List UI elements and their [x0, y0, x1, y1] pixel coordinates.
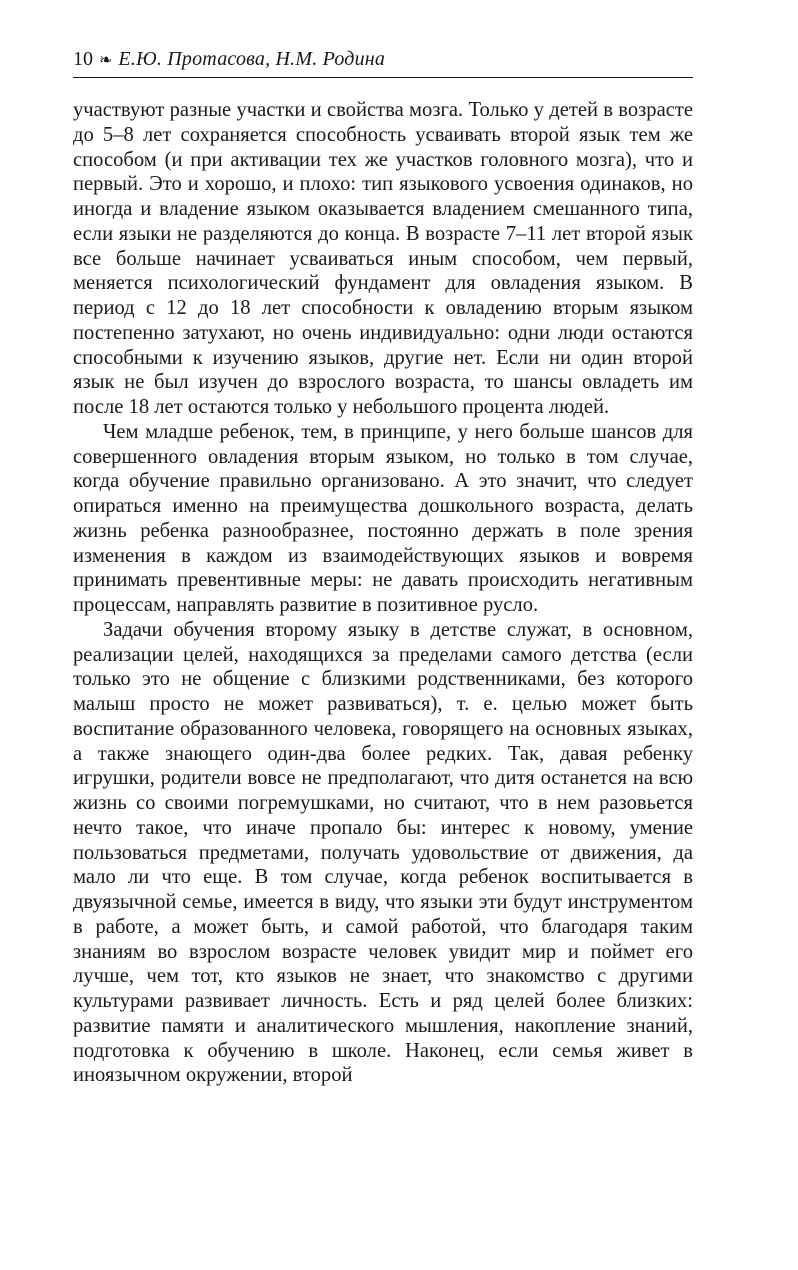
paragraph: Задачи обучения второму языку в детстве служат, в основном, реализации целей, находящихся за пределами самого детства (если только это не общение с близкими родственниками, без которого малыш просто не может развиваться), т. е. целью может быть воспитание образованного человека, говорящего на основных языках, а также знающего один-два более редких. Так, давая ребенку игрушки, родители вовсе не предполагают, что дитя останется на всю жизнь со своими погремушками, но считают, что в нем разовьется нечто такое, что иначе пропало бы: интерес к новому, умение пользоваться предметами, получать удовольствие от движения, да мало ли что еще. В том случае, когда ребенок воспитывается в двуязычной семье, имеется в виду, что языки эти будут инструментом в работе, а может быть, и самой работой, что благодаря таким знаниям во взрослом возрасте человек увидит мир и поймет его лучше, чем тот, кто языков не знает, что знакомство с другими культурами развивает личность. Есть и ряд целей более близких: развитие памяти и аналитического мышления, накопление знаний, подготовка к обучению в школе. Наконец, если семья живет в иноязычном окружении, второй [73, 618, 693, 1087]
book-page [73, 44, 693, 1088]
paragraph-continuation: участвуют разные участки и свойства мозга. Только у детей в возрасте до 5–8 лет сохраняется способность усваивать второй язык тем же способом (и при активации тех же участков головного мозга), что и первый. Это и хорошо, и плохо: тип языкового усвоения одинаков, но иногда и владение языком оказывается владением смешанного типа, если языки не разделяются до конца. В возрасте 7–11 лет второй язык все больше начинает усваиваться иным способом, чем первый, меняется психологический фундамент для овладения языком. В период с 12 до 18 лет способности к овладению вторым языком постепенно затухают, но очень индивидуально: одни люди остаются способными к изучению языков, другие нет. Если ни один второй язык не был изучен до взрослого возраста, то шансы овладеть им после 18 лет остаются только у небольшого процента людей. [73, 99, 693, 418]
running-head [73, 44, 693, 74]
body-text [73, 98, 693, 1088]
page-number: 10 [73, 48, 93, 70]
running-head-authors: Е.Ю. Протасова, Н.М. Родина [118, 48, 386, 70]
fleuron-ornament-icon: ❧ [99, 52, 113, 69]
header-rule [73, 77, 693, 78]
paragraph: Чем младше ребенок, тем, в принципе, у него больше шансов для совершенного овладения вторым языком, но только в том случае, когда обучение правильно организовано. А это значит, что следует опираться именно на преимущества дошкольного возраста, делать жизнь ребенка разнообразнее, постоянно держать в поле зрения изменения в каждом из взаимодействующих языков и вовремя принимать превентивные меры: не давать происходить негативным процессам, направлять развитие в позитивное русло. [73, 420, 693, 616]
